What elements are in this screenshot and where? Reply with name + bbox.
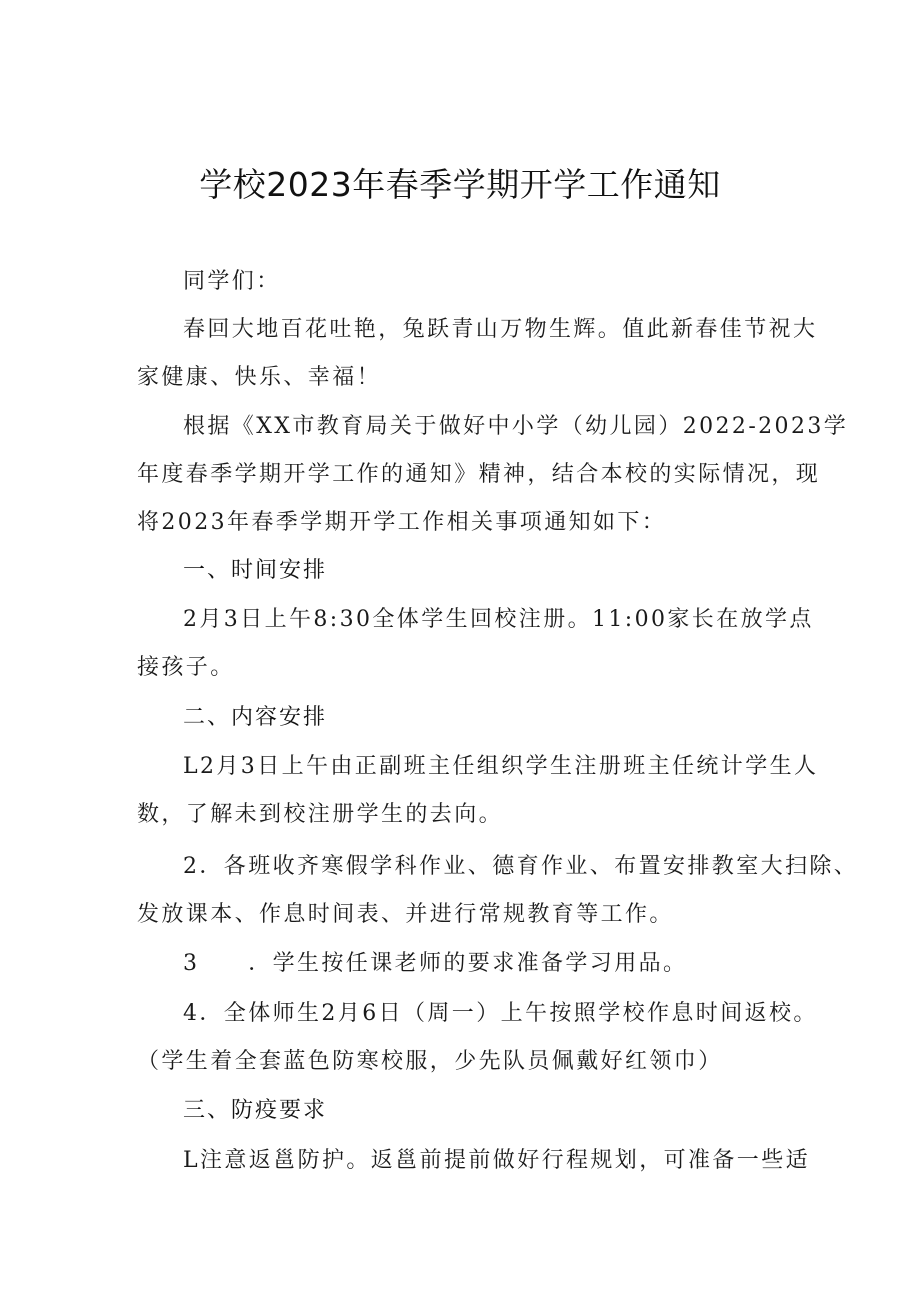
section-heading-time: 一、时间安排 — [183, 558, 328, 583]
intro-line-1: 根据《XX市教育局关于做好中小学（幼儿园）2022-2023学 — [183, 414, 849, 439]
epidemic-paragraph — [137, 1137, 811, 1185]
greeting-paragraph — [137, 306, 818, 402]
content-item-4 — [137, 990, 827, 1086]
content-item-1-line-1: L2月3日上午由正副班主任组织学生注册班主任统计学生人 — [183, 754, 819, 779]
content-item-1-line-2: 数，了解未到校注册学生的去向。 — [137, 802, 504, 827]
content-item-2-line-2: 发放课本、作息时间表、并进行常规教育等工作。 — [137, 902, 674, 927]
time-line-2: 接孩子。 — [137, 655, 235, 680]
content-item-2 — [137, 843, 859, 939]
intro-paragraph — [137, 403, 849, 547]
section-heading-content: 二、内容安排 — [183, 705, 328, 730]
epidemic-line-1: L注意返邕防护。返邕前提前做好行程规划，可准备一些适 — [183, 1148, 811, 1173]
content-item-1 — [137, 743, 819, 839]
intro-line-2: 年度春季学期开学工作的通知》精神，结合本校的实际情况，现 — [137, 462, 821, 487]
greeting-line-2: 家健康、快乐、幸福！ — [137, 365, 382, 390]
greeting-line-1: 春回大地百花吐艳，兔跃青山万物生辉。值此新春佳节祝大 — [183, 317, 818, 342]
salutation: 同学们： — [183, 269, 281, 294]
section-heading-epidemic: 三、防疫要求 — [183, 1098, 328, 1123]
intro-line-3: 将2023年春季学期开学工作相关事项通知如下： — [137, 510, 667, 535]
content-item-3 — [137, 940, 797, 988]
content-item-2-line-1: 2．各班收齐寒假学科作业、德育作业、布置安排教室大扫除、 — [183, 854, 859, 879]
content-item-4-line-1: 4．全体师生2月6日（周一）上午按照学校作息时间返校。 — [183, 1001, 818, 1026]
document-title: 学校2023年春季学期开学工作通知 — [199, 165, 721, 204]
time-paragraph — [137, 596, 814, 692]
content-item-4-line-2: （学生着全套蓝色防寒校服，少先队员佩戴好红领巾） — [137, 1049, 723, 1074]
content-item-3-line-1: 3 ．学生按任课老师的要求准备学习用品。 — [183, 951, 688, 976]
time-line-1: 2月3日上午8:30全体学生回校注册。11:00家长在放学点 — [183, 607, 814, 632]
